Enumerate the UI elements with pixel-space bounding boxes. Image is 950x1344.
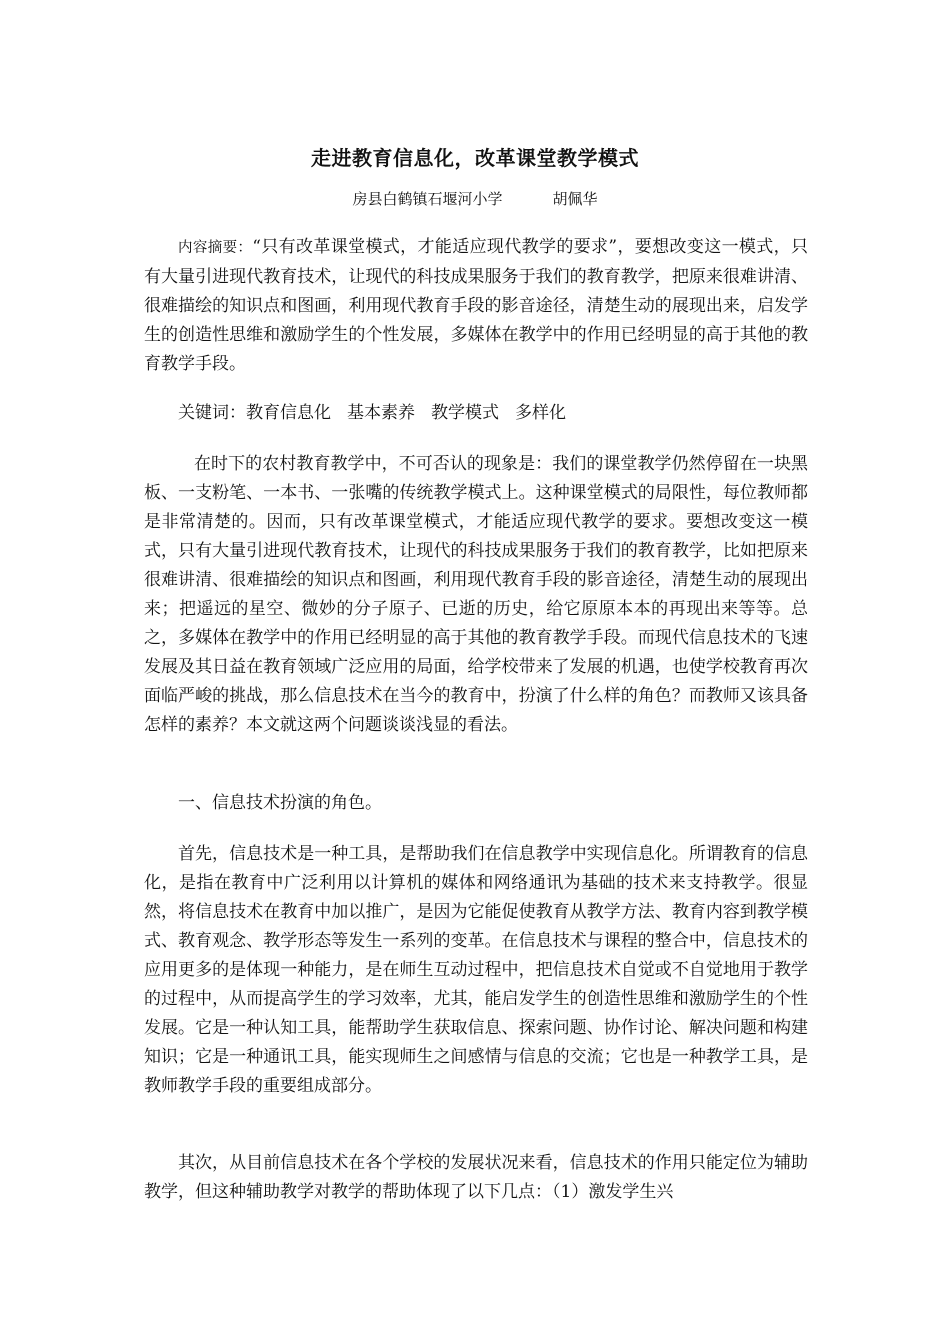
author-line bbox=[0, 188, 950, 209]
body-paragraph-2: 首先，信息技术是一种工具，是帮助我们在信息教学中实现信息化。所谓教育的信息化，是指在教育中广泛利用以计算机的媒体和网络通讯为基础的技术来支持教学。很显然，将信息技术在教育中加以推广，是因为它能促使教育从教学方法、教育内容到教学模式、教育观念、教学形态等发生一系列的变革。在信息技术与课程的整合中，信息技术的应用更多的是体现一种能力，是在师生互动过程中，把信息技术自觉或不自觉地用于教学的过程中，从而提高学生的学习效率，尤其，能启发学生的创造性思维和激励学生的个性发展。它是一种认知工具，能帮助学生获取信息、探索问题、协作讨论、解决问题和构建知识；它是一种通讯工具，能实现师生之间感情与信息的交流；它也是一种教学工具，是教师教学手段的重要组成部分。 bbox=[144, 844, 808, 1096]
abstract-label: 内容摘要： bbox=[178, 240, 253, 256]
keyword: 基本素养 bbox=[347, 403, 415, 423]
keyword: 教学模式 bbox=[431, 403, 499, 423]
keywords-label: 关键词： bbox=[178, 403, 246, 423]
document-title: 走进教育信息化，改革课堂教学模式 bbox=[311, 146, 639, 170]
author-name: 胡佩华 bbox=[552, 190, 598, 208]
keyword: 教育信息化 bbox=[246, 403, 331, 423]
school-name: 房县白鹤镇石堰河小学 bbox=[352, 190, 503, 208]
keyword: 多样化 bbox=[515, 403, 566, 423]
keywords-line bbox=[144, 399, 808, 428]
body-paragraph-3: 其次，从目前信息技术在各个学校的发展状况来看，信息技术的作用只能定位为辅助教学，但这种辅助教学对教学的帮助体现了以下几点：（1）激发学生兴 bbox=[144, 1153, 808, 1202]
abstract-paragraph bbox=[144, 233, 808, 379]
abstract-text: “只有改革课堂模式，才能适应现代教学的要求”，要想改变这一模式，只有大量引进现代教育技术，让现代的科技成果服务于我们的教育教学，把原来很难讲清、很难描绘的知识点和图画，利用现代教育手段的影音途径，清楚生动的展现出来，启发学生的创造性思维和激励学生的个性发展，多媒体在教学中的作用已经明显的高于其他的教育教学手段。 bbox=[144, 237, 808, 374]
section-heading-1: 一、信息技术扮演的角色。 bbox=[178, 793, 382, 813]
body-paragraph-1: 在时下的农村教育教学中，不可否认的现象是：我们的课堂教学仍然停留在一块黑板、一支粉笔、一本书、一张嘴的传统教学模式上。这种课堂模式的局限性，每位教师都是非常清楚的。因而，只有改革课堂模式，才能适应现代教学的要求。要想改变这一模式，只有大量引进现代教育技术，让现代的科技成果服务于我们的教育教学，比如把原来很难讲清、很难描绘的知识点和图画，利用现代教育手段的影音途径，清楚生动的展现出来；把遥远的星空、微妙的分子原子、已逝的历史，给它原原本本的再现出来等等。总之，多媒体在教学中的作用已经明显的高于其他的教育教学手段。而现代信息技术的飞速发展及其日益在教育领域广泛应用的局面，给学校带来了发展的机遇，也使学校教育再次面临严峻的挑战，那么信息技术在当今的教育中，扮演了什么样的角色？而教师又该具备怎样的素养？本文就这两个问题谈谈浅显的看法。 bbox=[144, 454, 808, 735]
